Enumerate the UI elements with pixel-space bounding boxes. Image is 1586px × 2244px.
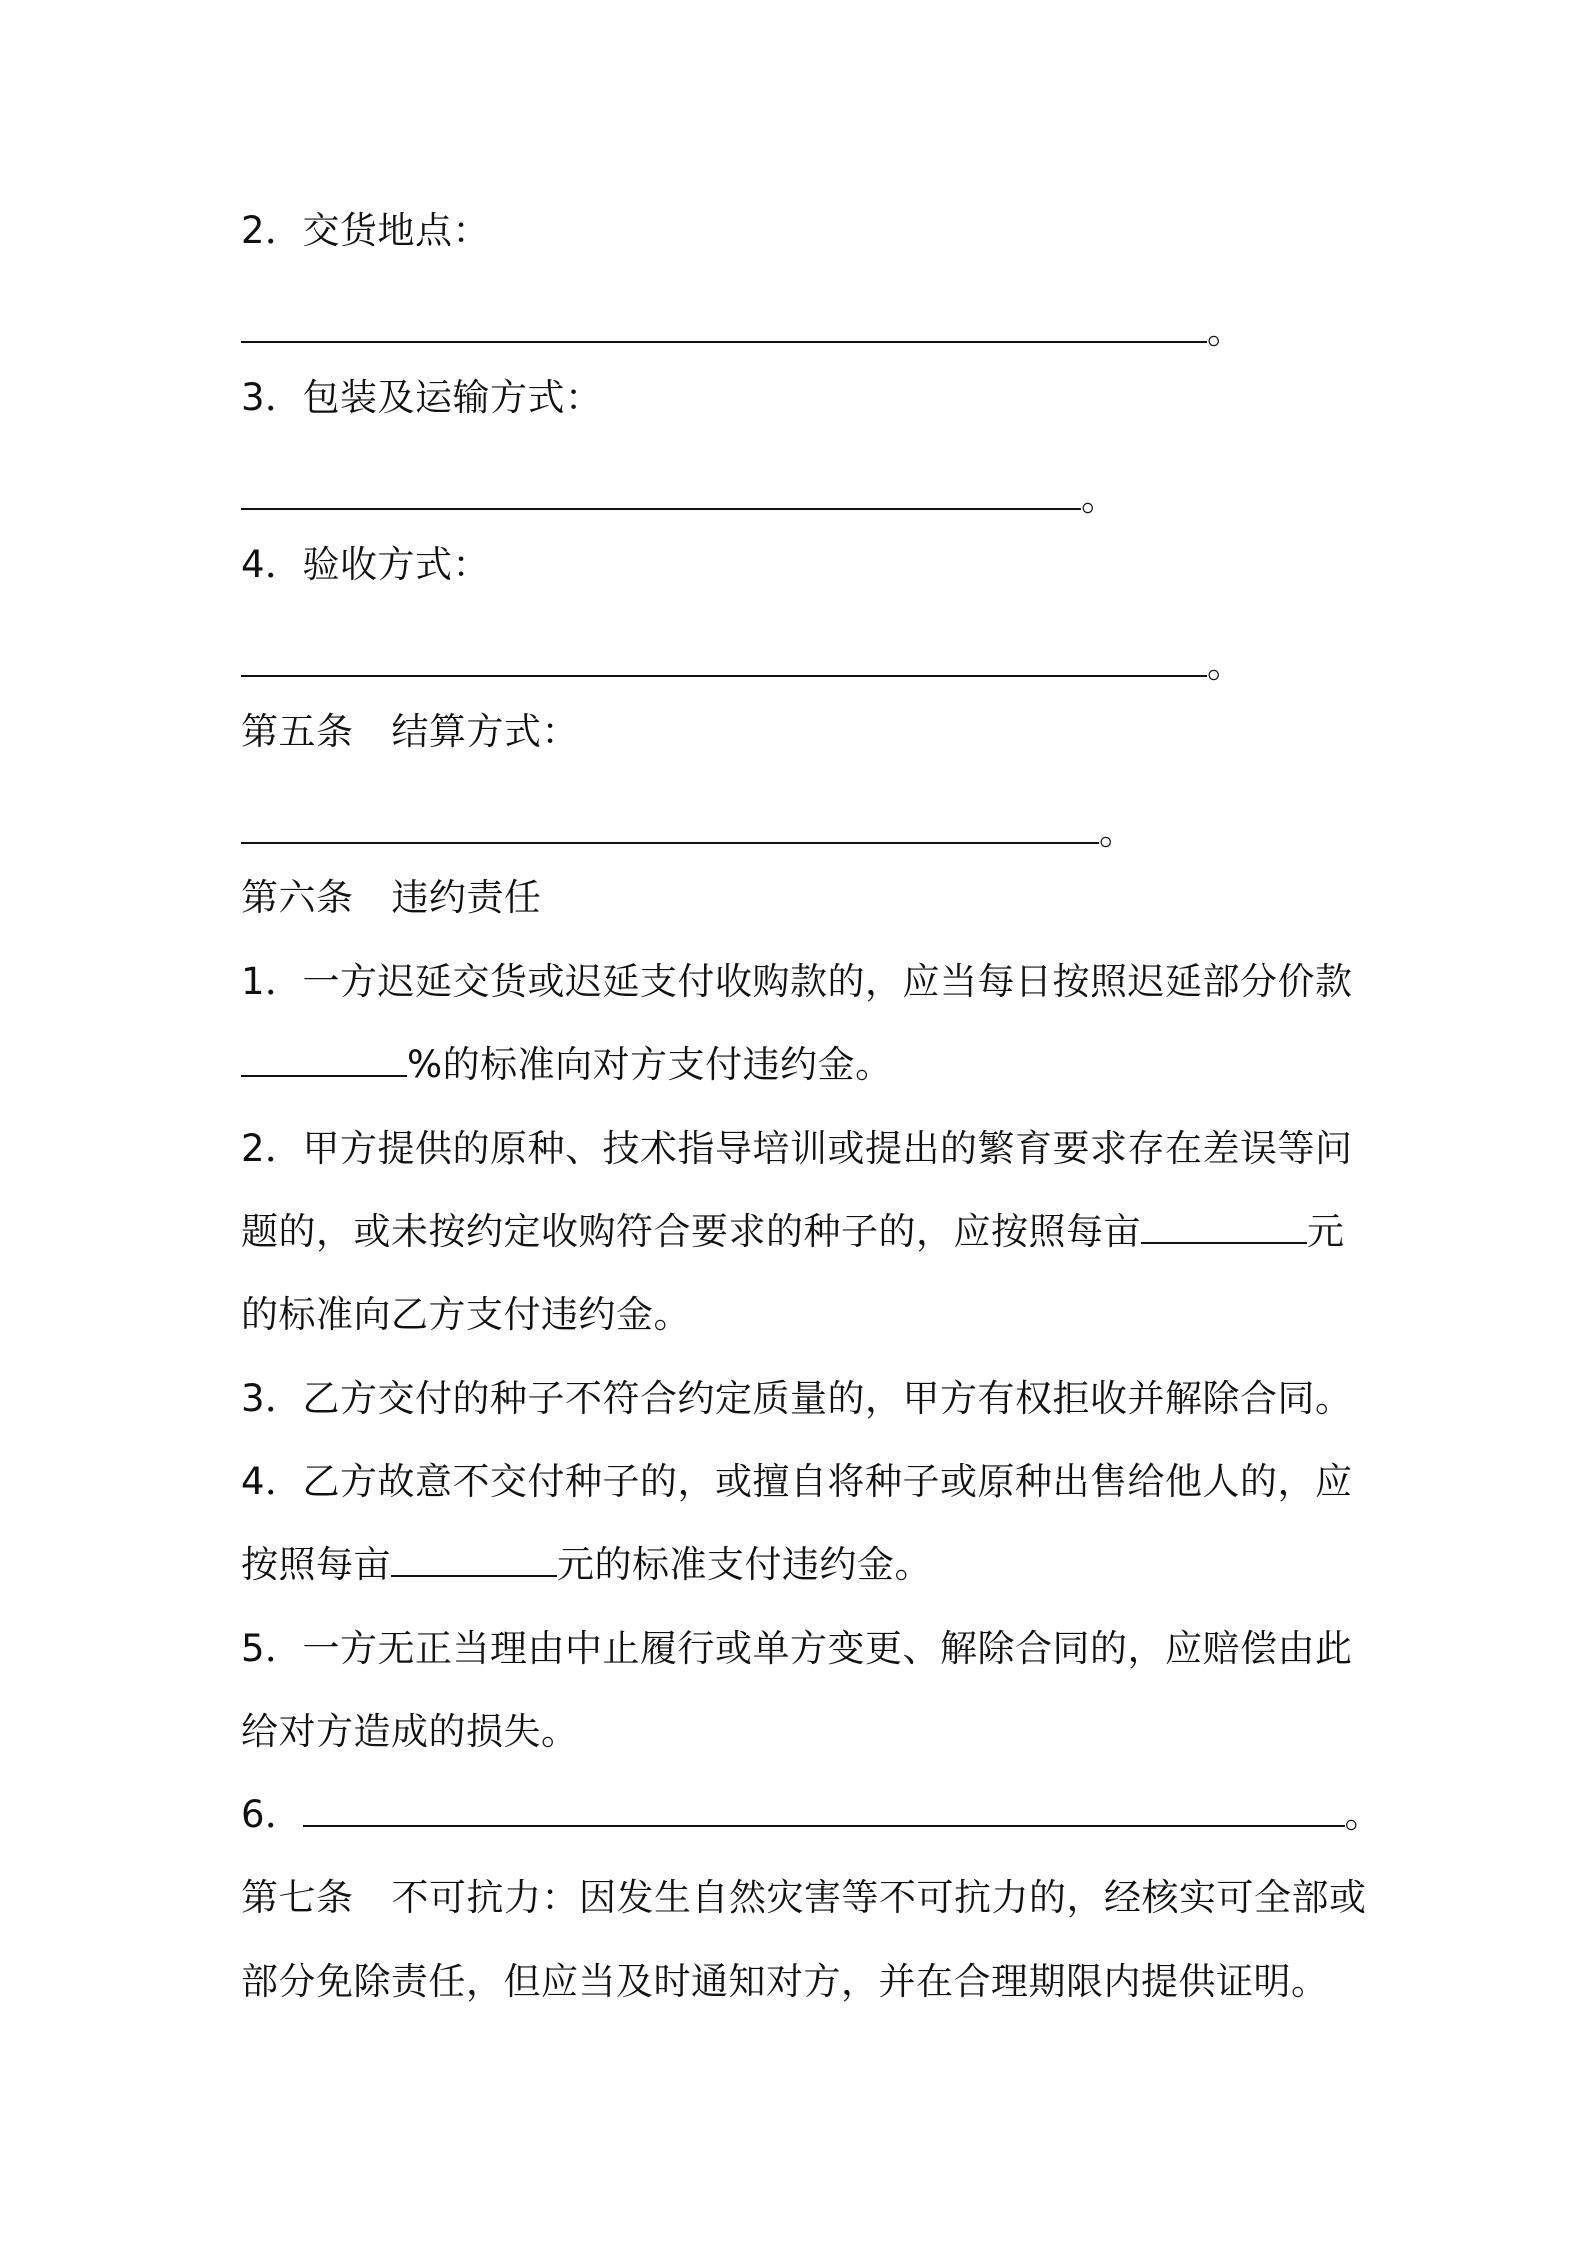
clause-6-1-line-1 [241, 957, 1353, 1007]
clause-6-3 [241, 1374, 1353, 1424]
clause-6-5-line-1 [241, 1624, 1353, 1674]
text: %的标准向对方支付违约金。 [407, 1043, 893, 1086]
blank-field[interactable] [241, 1041, 407, 1077]
text: 4．乙方故意不交付种子的，或擅自将种子或原种出售给他人的，应 [241, 1460, 1353, 1503]
blank-field[interactable] [241, 808, 1099, 844]
text: 。 [1099, 810, 1137, 853]
delivery-location-fill-line [241, 306, 1245, 356]
article-7-line-1 [241, 1873, 1367, 1923]
blank-field[interactable] [303, 1791, 1345, 1827]
text: 给对方造成的损失。 [241, 1710, 579, 1753]
text: 2．甲方提供的原种、技术指导培训或提出的繁育要求存在差误等问 [241, 1127, 1353, 1170]
clause-6-4-line-2 [241, 1540, 932, 1590]
item-acceptance-method-label [241, 540, 490, 590]
text: 1．一方迟延交货或迟延支付收购款的，应当每日按照迟延部分价款 [241, 960, 1353, 1003]
blank-field[interactable] [241, 474, 1081, 510]
text: 不可抗力：因发生自然灾害等不可抗力的，经核实可全部或 [391, 1876, 1367, 1919]
text: 的标准向乙方支付违约金。 [241, 1293, 691, 1336]
item-delivery-location-label [241, 206, 490, 256]
text: 。 [1207, 643, 1245, 686]
text: 元的标准支付违约金。 [557, 1543, 932, 1586]
clause-6-6 [241, 1790, 1382, 1840]
article-number: 第六条 [241, 876, 354, 919]
article-5-heading [241, 707, 579, 757]
clause-6-2-line-1 [241, 1124, 1353, 1174]
acceptance-method-fill-line [241, 640, 1245, 690]
settlement-method-fill-line [241, 807, 1137, 857]
clause-6-5-line-2 [241, 1707, 579, 1757]
article-7-line-2 [241, 1957, 1329, 2007]
blank-field[interactable] [391, 1541, 557, 1577]
text: 。 [1207, 309, 1245, 352]
clause-6-1-line-2 [241, 1040, 893, 1090]
blank-field[interactable] [241, 307, 1207, 343]
text: 6． [241, 1793, 303, 1836]
packaging-transport-fill-line [241, 473, 1119, 523]
article-number: 第七条 [241, 1876, 354, 1919]
text: 部分免除责任，但应当及时通知对方，并在合理期限内提供证明。 [241, 1960, 1329, 2003]
text: 题的，或未按约定收购符合要求的种子的，应按照每亩 [241, 1210, 1141, 1253]
clause-6-2-line-2 [241, 1207, 1345, 1257]
text: 。 [1344, 1793, 1383, 1836]
text: 4．验收方式： [241, 543, 491, 586]
text: 3．乙方交付的种子不符合约定质量的，甲方有权拒收并解除合同。 [241, 1377, 1353, 1420]
text: 按照每亩 [241, 1543, 391, 1586]
text: 元 [1307, 1210, 1345, 1253]
clause-6-4-line-1 [241, 1457, 1353, 1507]
text: 2．交货地点： [241, 209, 491, 252]
text: 。 [1081, 476, 1119, 519]
text: 3．包装及运输方式： [241, 376, 603, 419]
item-packaging-transport-label [241, 373, 603, 423]
article-6-heading [241, 873, 542, 923]
text: 5．一方无正当理由中止履行或单方变更、解除合同的，应赔偿由此 [241, 1627, 1353, 1670]
blank-field[interactable] [1141, 1208, 1307, 1244]
clause-6-2-line-3 [241, 1290, 691, 1340]
article-title: 结算方式： [391, 710, 579, 753]
article-title: 违约责任 [391, 876, 542, 919]
article-number: 第五条 [241, 710, 354, 753]
blank-field[interactable] [241, 641, 1207, 677]
